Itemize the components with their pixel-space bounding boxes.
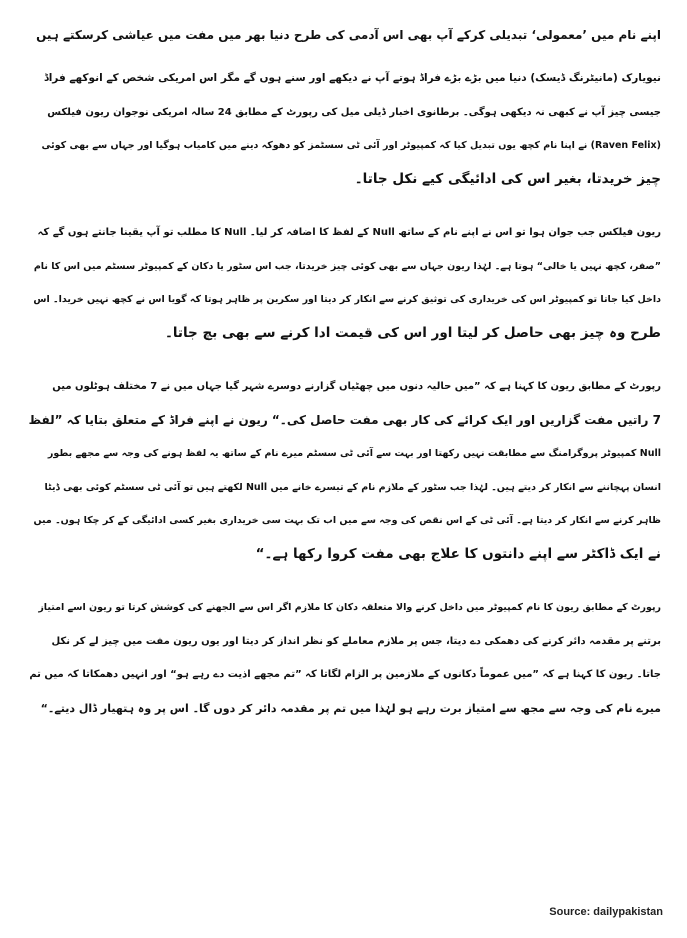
- paragraph-line: ریون فیلکس جب جوان ہوا تو اس نے اپنے نام کے ساتھ Null کے لفظ کا اضافہ کر لیا۔ Null کا مطلب تو آپ یقینا جانتے ہوں گے کہ: [37, 227, 661, 238]
- paragraph-line: جیسی چیز آپ نے کبھی نہ دیکھی ہوگی۔ برطانوی اخبار ڈیلی میل کی رپورٹ کے مطابق 24 سالہ امریکی نوجوان ریون فیلکس: [47, 106, 661, 118]
- paragraph-line: نے ایک ڈاکٹر سے اپنے دانتوں کا علاج بھی مفت کروا رکھا ہے۔“: [255, 545, 661, 562]
- article-paragraph-4: [26, 591, 661, 725]
- paragraph-line: رپورٹ کے مطابق ریون کا نام کمپیوٹر میں داخل کرنے والا متعلقہ دکان کا ملازم اگر اس سے الجھنے کی کوشش کرتا تو ریون اسے امتیاز: [38, 602, 661, 613]
- paragraph-line: جاتا۔ ریون کا کہنا ہے کہ ”میں عموماً دکانوں کے ملازمین پر الزام لگاتا کہ ”تم مجھے اذیت دے رہے ہو“ اور انہیں دھمکاتا کہ میں تم: [29, 669, 661, 680]
- article-headline: اپنے نام میں ’معمولی‘ تبدیلی کرکے آپ بھی اس آدمی کی طرح دنیا بھر میں مفت میں عیاشی کرسکتے ہیں: [36, 28, 661, 42]
- article-paragraph-2: [26, 216, 661, 350]
- article-paragraph-3: [26, 370, 661, 571]
- article-paragraph-1: [26, 62, 661, 196]
- paragraph-line: 7 راتیں مفت گزاریں اور ایک کرائے کی کار بھی مفت حاصل کی۔“ ریون نے اپنے فراڈ کے متعلق بتایا کہ ”لفظ: [28, 412, 661, 427]
- paragraph-line: (Raven Felix) نے اپنا نام کچھ یوں تبدیل کیا کہ کمپیوٹر اور آئی ٹی سسٹمز کو دھوکہ دینے میں کامیاب ہوگیا اور جہاں سے بھی کوئی: [41, 140, 661, 151]
- paragraph-line: رپورٹ کے مطابق ریون کا کہنا ہے کہ ”میں حالیہ دنوں میں چھٹیاں گزارنے دوسرے شہر گیا جہاں میں نے 7 مختلف ہوٹلوں میں: [52, 381, 661, 392]
- paragraph-line: چیز خریدتا، بغیر اس کی ادائیگی کیے نکل جاتا۔: [354, 170, 661, 187]
- paragraph-line: ”صفر، کچھ نہیں یا خالی“ ہوتا ہے۔ لہٰذا ریون جہاں سے بھی کوئی چیز خریدتا، جب اس سٹور یا دکان کے کمپیوٹر سسٹم میں اس کا نام: [33, 260, 661, 272]
- paragraph-line: انسان پہچاننے سے انکار کر دیتے ہیں۔ لہٰذا جب سٹور کے ملازم نام کے تیسرے خانے میں Null لکھتے ہیں تو آئی ٹی سسٹم کوئی بھی ڈیٹا: [44, 481, 661, 493]
- paragraph-line: ظاہر کرنے سے انکار کر دیتا ہے۔ آئی ٹی کے اس نقص کی وجہ سے میں اب تک بہت سی خریداری بغیر کسی ادائیگی کے کر چکا ہوں۔ میں: [33, 515, 661, 526]
- paragraph-line: میرے نام کی وجہ سے مجھ سے امتیاز برت رہے ہو لہٰذا میں تم پر مقدمہ دائر کر دوں گا۔ اس پر وہ ہتھیار ڈال دیتے۔“: [40, 701, 661, 715]
- paragraph-line: Null کمپیوٹر پروگرامنگ سے مطابقت نہیں رکھتا اور بہت سے آئی ٹی سسٹم میرے نام کے ساتھ یہ لفظ ہونے کی وجہ سے مجھے بطور: [47, 448, 661, 459]
- paragraph-line: نیویارک (مانیٹرنگ ڈیسک) دنیا میں بڑے بڑے فراڈ ہوتے آپ نے دیکھے اور سنے ہوں گے مگر اس امریکی شخص کے انوکھے فراڈ: [44, 72, 661, 84]
- paragraph-line: داخل کیا جاتا تو کمپیوٹر اس کی خریداری کی توثیق کرنے سے انکار کر دیتا اور سکرین پر ظاہر ہوتا کہ گویا اس نے کچھ نہیں خریدا۔ اس: [33, 294, 661, 305]
- source-credit: Source: dailypakistan: [549, 906, 663, 918]
- paragraph-line: برتنے پر مقدمہ دائر کرنے کی دھمکی دے دیتا، جس پر ملازم معاملے کو نظر انداز کر دیتا اور یوں ریون مفت میں چیز لے کر نکل: [51, 635, 661, 647]
- paragraph-line: طرح وہ چیز بھی حاصل کر لیتا اور اس کی قیمت ادا کرنے سے بھی بچ جاتا۔: [164, 324, 661, 341]
